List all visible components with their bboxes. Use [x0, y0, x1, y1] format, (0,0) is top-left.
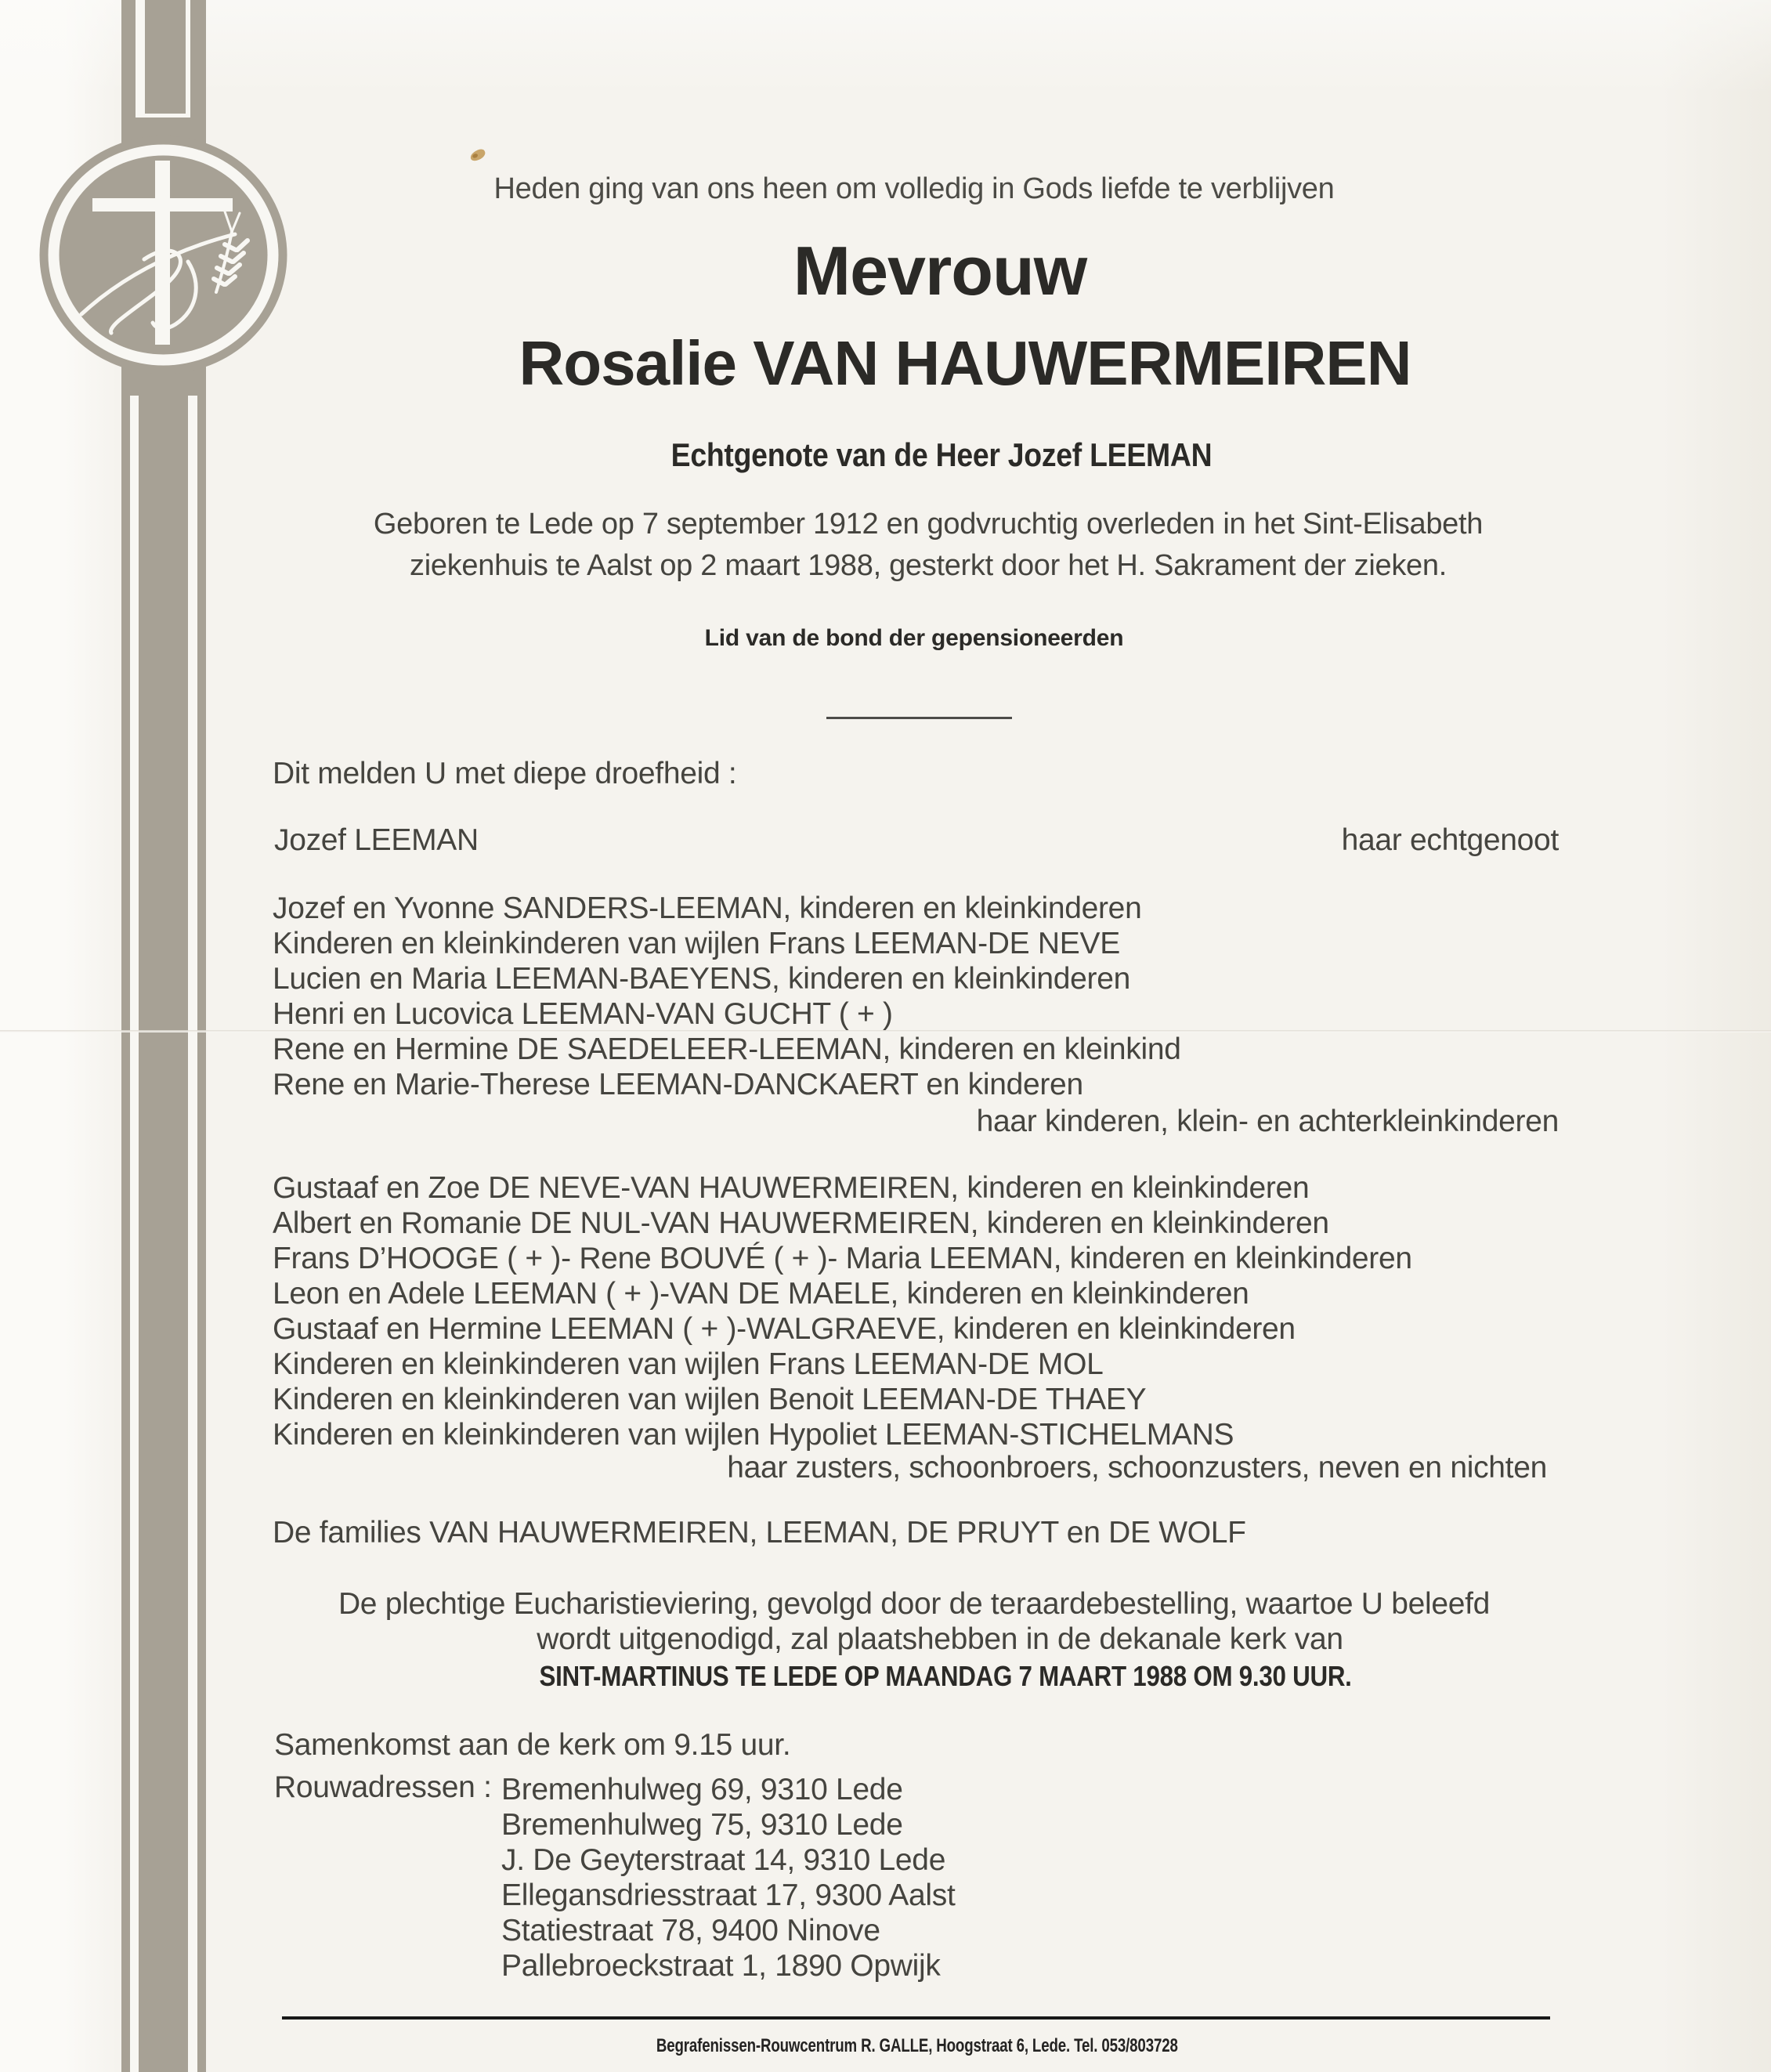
deceased-name: Rosalie VAN HAUWERMEIREN	[519, 328, 1411, 398]
family-group-2	[273, 1170, 1412, 1452]
address-line: Bremenhulweg 69, 9310 Lede	[501, 1773, 903, 1806]
title-prefix: Mevrouw	[793, 232, 1087, 309]
announcement-lead: Dit melden U met diepe droefheid :	[273, 757, 737, 790]
address-line: J. De Geyterstraat 14, 9310 Lede	[501, 1843, 946, 1877]
family-line: Rene en Marie-Therese LEEMAN-DANCKAERT en kinderen	[273, 1068, 1083, 1101]
ceremony-line-2: wordt uitgenodigd, zal plaatshebben in de dekanale kerk van	[537, 1622, 1343, 1656]
life-dates-line2: ziekenhuis te Aalst op 2 maart 1988, gesterkt door het H. Sakrament der zieken.	[410, 549, 1447, 582]
family-line: Kinderen en kleinkinderen van wijlen Frans LEEMAN-DE MOL	[273, 1347, 1104, 1381]
spouse-line-text: Echtgenote van de Heer Jozef LEEMAN	[670, 436, 1213, 473]
family-group-1	[273, 891, 1181, 1102]
ribbon-band-left-gap	[130, 396, 139, 2072]
membership-line: Lid van de bond der gepensioneerden	[704, 625, 1124, 651]
family-line: Henri en Lucovica LEEMAN-VAN GUCHT ( + )	[273, 997, 893, 1031]
families-line: De families VAN HAUWERMEIREN, LEEMAN, DE PRUYT en DE WOLF	[273, 1516, 1246, 1549]
family-line: Kinderen en kleinkinderen van wijlen Hypoliet LEEMAN-STICHELMANS	[273, 1418, 1234, 1452]
widower-name: Jozef LEEMAN	[274, 823, 479, 857]
life-dates-paragraph	[215, 504, 1641, 587]
family-line: Gustaaf en Hermine LEEMAN ( + )-WALGRAEVE, kinderen en kleinkinderen	[273, 1312, 1296, 1346]
family-line: Rene en Hermine DE SAEDELEER-LEEMAN, kinderen en kleinkind	[273, 1032, 1181, 1066]
ribbon-band-center-bar	[139, 396, 188, 2072]
ribbon-band-right-gap	[188, 396, 197, 2072]
family-line: Frans D’HOOGE ( + )- Rene BOUVÉ ( + )- Maria LEEMAN, kinderen en kleinkinderen	[273, 1242, 1412, 1275]
ribbon-band-top-core	[145, 0, 186, 114]
address-line: Statiestraat 78, 9400 Ninove	[501, 1914, 880, 1947]
section-divider-rule	[826, 717, 1012, 719]
paper-edge-right-shading	[1661, 0, 1771, 2072]
ceremony-line-1: De plechtige Eucharistieviering, gevolgd door de teraardebestelling, waartoe U beleefd	[338, 1587, 1491, 1621]
paper-edge-top-shading	[0, 0, 1771, 94]
ribbon-band-left-stripe	[121, 396, 130, 2072]
family-line: Lucien en Maria LEEMAN-BAEYENS, kinderen en kleinkinderen	[273, 962, 1130, 996]
family-line: Albert en Romanie DE NUL-VAN HAUWERMEIREN, kinderen en kleinkinderen	[273, 1206, 1329, 1240]
ceremony-line-3	[233, 1662, 1658, 1691]
gathering-line: Samenkomst aan de kerk om 9.15 uur.	[274, 1728, 791, 1762]
address-line: Bremenhulweg 75, 9310 Lede	[501, 1808, 903, 1842]
family-group-1-relation: haar kinderen, klein- en achterkleinkinderen	[976, 1105, 1559, 1138]
family-line: Kinderen en kleinkinderen van wijlen Benoit LEEMAN-DE THAEY	[273, 1383, 1147, 1416]
funeral-home-credit-text: Begrafenissen-Rouwcentrum R. GALLE, Hoogstraat 6, Lede. Tel. 053/803728	[656, 2035, 1178, 2056]
mourning-address-list	[501, 1772, 956, 1983]
footer-divider-rule	[282, 2016, 1550, 2020]
family-line: Jozef en Yvonne SANDERS-LEEMAN, kinderen en kleinkinderen	[273, 891, 1142, 925]
family-line: Gustaaf en Zoe DE NEVE-VAN HAUWERMEIREN, kinderen en kleinkinderen	[273, 1171, 1310, 1205]
intro-line: Heden ging van ons heen om volledig in Gods liefde te verblijven	[493, 172, 1335, 205]
address-line: Ellegansdriesstraat 17, 9300 Aalst	[501, 1879, 956, 1912]
widower-relation: haar echtgenoot	[1341, 823, 1559, 857]
paper-stain-speck	[468, 147, 486, 162]
spouse-line	[229, 436, 1654, 473]
family-line: Kinderen en kleinkinderen van wijlen Frans LEEMAN-DE NEVE	[273, 927, 1120, 960]
life-dates-line1: Geboren te Lede op 7 september 1912 en godvruchtig overleden in het Sint-Elisabeth	[373, 508, 1484, 541]
family-line: Leon en Adele LEEMAN ( + )-VAN DE MAELE, kinderen en kleinkinderen	[273, 1277, 1249, 1311]
family-group-2-relation: haar zusters, schoonbroers, schoonzusters, neven en nichten	[727, 1451, 1547, 1484]
address-line: Pallebroeckstraat 1, 1890 Opwijk	[501, 1949, 941, 1983]
ceremony-line-3-text: SINT-MARTINUS TE LEDE OP MAANDAG 7 MAART 1988 OM 9.30 UUR.	[539, 1660, 1352, 1692]
funeral-home-credit	[204, 2037, 1630, 2056]
mourning-addresses-label: Rouwadressen :	[274, 1770, 492, 1804]
